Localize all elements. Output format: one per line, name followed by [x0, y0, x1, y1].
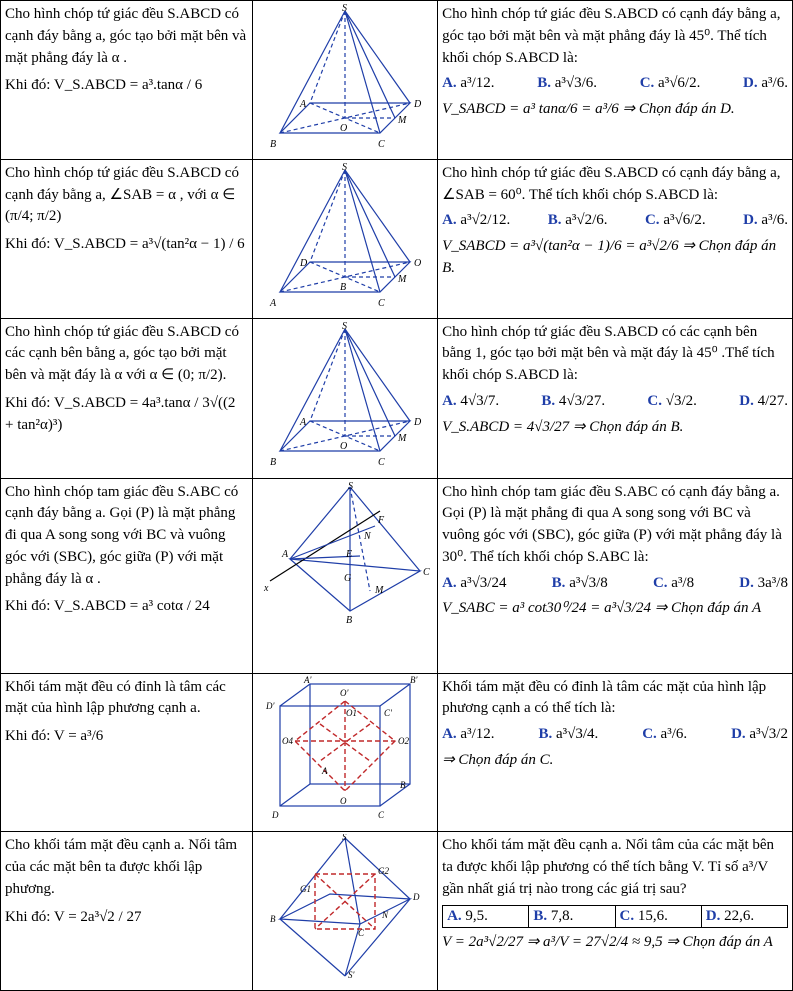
definition-text: Cho hình chóp tam giác đều S.ABC có cạnh đáy bằng a. Gọi (P) là mặt phẳng đi qua A song song với BC và vuông góc với (SBC), góc giữa (P) với mặt phẳng đáy là α . [5, 483, 239, 587]
choice-option: D. 22,6. [705, 907, 755, 924]
choice-option: D. a³/6. [743, 212, 788, 229]
svg-text:A: A [299, 416, 306, 428]
figure-cell [252, 478, 437, 673]
pyramid-figure [260, 321, 430, 467]
solution-answer: V_SABCD = a³√(tan²α − 1)/6 = a³√2/6 ⇒ Chọn đáp án B. [442, 238, 777, 276]
svg-text:G2: G2 [377, 866, 389, 877]
svg-text:A: A [269, 297, 276, 308]
svg-text:D: D [271, 809, 279, 820]
svg-text:C: C [357, 928, 364, 939]
volume-formula: Khi đó: V_S.ABCD = a³√(tan²α − 1) / 6 [5, 236, 245, 252]
choice-option: D. 4/27. [739, 392, 788, 409]
svg-text:A: A [281, 548, 288, 560]
choice-option: D. a³√3/2 [731, 726, 788, 742]
svg-text:C: C [422, 566, 430, 578]
volume-formula: Khi đó: V_S.ABCD = 4a³.tanα / 3√((2 + tan²α)³) [5, 394, 236, 433]
choice-option: B. a³√2/6. [547, 212, 608, 229]
definition-cell [1, 159, 253, 318]
svg-text:B: B [339, 281, 346, 293]
svg-text:O1: O1 [345, 707, 357, 718]
exercise-cell [438, 318, 793, 478]
choice-option: B. 7,8. [529, 906, 615, 928]
cube-octahedron-figure [260, 676, 430, 822]
svg-text:C: C [377, 297, 385, 308]
definition-text: Cho khối tám mặt đều cạnh a. Nối tâm của các mặt bên ta được khối lập phương. [5, 837, 238, 897]
svg-text:B: B [269, 139, 276, 149]
choice-option: B. 4√3/27. [541, 392, 606, 409]
figure-cell [252, 832, 437, 991]
choice-option: C. √3/2. [647, 392, 697, 409]
figure-cell [252, 1, 437, 160]
table-row [1, 478, 793, 673]
volume-formula: Khi đó: V_S.ABCD = a³.tanα / 6 [5, 77, 203, 94]
svg-text:C: C [377, 456, 385, 467]
answer-choices [442, 905, 788, 929]
choice-option: C. a³√6/2. [639, 75, 701, 92]
svg-text:x: x [263, 582, 269, 594]
svg-text:C: C [377, 809, 384, 820]
answer-choices [442, 210, 788, 232]
question-text: Cho hình chóp tứ giác đều S.ABCD có các cạnh bên bằng 1, góc tạo bởi mặt bên và mặt đáy là 45⁰ .Thể tích khối chóp S.ABCD là: [442, 323, 775, 383]
definition-cell [1, 832, 253, 991]
svg-text:O: O [339, 440, 348, 452]
svg-text:N: N [381, 910, 388, 921]
svg-text:D: D [413, 99, 422, 110]
definition-text: Khối tám mặt đều có đỉnh là tâm các mặt của hình lập phương cạnh a. [5, 678, 226, 717]
svg-text:S: S [347, 480, 353, 492]
choice-option: C. a³/6. [642, 726, 688, 742]
svg-text:B': B' [409, 675, 418, 685]
svg-text:O': O' [339, 687, 349, 698]
choice-option: B. a³√3/6. [537, 75, 598, 92]
question-text: Cho hình chóp tứ giác đều S.ABCD có cạnh đáy bằng a, góc tạo bởi mặt bên và mặt phẳng đáy là 45⁰. Thể tích khối chóp S.ABCD là: [442, 6, 781, 66]
choice-option: C. 15,6. [616, 906, 702, 928]
svg-text:M: M [397, 432, 407, 444]
pyramid-figure [260, 162, 430, 308]
exercise-cell [438, 159, 793, 318]
definition-cell [1, 1, 253, 160]
definition-cell [1, 318, 253, 478]
table-row [1, 832, 793, 991]
svg-text:B: B [345, 614, 352, 626]
exercise-cell [438, 478, 793, 673]
figure-cell [252, 673, 437, 832]
solution-answer: V = 2a³√2/27 ⇒ a³/V = 27√2/4 ≈ 9,5 ⇒ Chọn đáp án A [442, 934, 773, 951]
svg-text:C: C [377, 139, 385, 149]
volume-formula: Khi đó: V_S.ABCD = a³ cotα / 24 [5, 598, 210, 615]
choice-option: A. a³/12. [442, 75, 495, 92]
definition-text: Cho hình chóp tứ giác đều S.ABCD có cạnh đáy bằng a, ∠SAB = α , với α ∈ (π/4; π/2) [5, 164, 239, 225]
answer-choices [442, 573, 788, 595]
choice-option: B. a³√3/8 [551, 574, 608, 591]
answer-choices [442, 391, 788, 413]
question-text: Cho hình chóp tứ giác đều S.ABCD có cạnh đáy bằng a, ∠SAB = 60⁰. Thể tích khối chóp S.ABCD là: [442, 164, 781, 203]
svg-text:O: O [413, 257, 422, 269]
svg-text:A': A' [303, 675, 312, 685]
svg-text:C': C' [383, 707, 392, 718]
figure-cell [252, 159, 437, 318]
figure-cell [252, 318, 437, 478]
answer-choices [442, 73, 788, 95]
answer-choices [442, 724, 788, 746]
exercise-cell [438, 832, 793, 991]
solution-answer: V_S.ABCD = 4√3/27 ⇒ Chọn đáp án B. [442, 418, 684, 435]
svg-text:O2: O2 [397, 735, 409, 746]
choice-option: C. a³√6/2. [644, 212, 706, 229]
svg-text:S: S [341, 161, 347, 173]
svg-text:N: N [363, 530, 371, 542]
svg-text:D': D' [265, 700, 275, 711]
choice-option: B. a³√3/4. [538, 726, 599, 742]
octahedron-cube-figure [260, 834, 430, 980]
svg-text:M: M [397, 273, 407, 285]
svg-text:B: B [269, 914, 276, 925]
question-text: Cho hình chóp tam giác đều S.ABC có cạnh đáy bằng a. Gọi (P) là mặt phẳng đi qua A song song với BC và vuông góc với (SBC), góc giữa (P) với mặt phẳng đáy là 30⁰. Thể tích khối chóp S.ABC là: [442, 483, 782, 565]
svg-text:O4: O4 [281, 735, 293, 746]
svg-text:O: O [339, 795, 347, 806]
svg-text:B: B [269, 456, 276, 467]
svg-text:S: S [341, 3, 347, 14]
svg-text:B: B [399, 779, 406, 790]
volume-formula: Khi đó: V = a³/6 [5, 728, 104, 744]
definition-cell [1, 673, 253, 832]
exercise-cell [438, 673, 793, 832]
svg-text:M: M [374, 584, 384, 596]
svg-text:M: M [397, 115, 407, 126]
svg-text:A: A [321, 765, 328, 776]
table-row [1, 318, 793, 478]
table-row [1, 1, 793, 160]
definition-cell [1, 478, 253, 673]
choice-option: A. 9,5. [443, 906, 529, 928]
svg-text:G: G [343, 572, 352, 584]
pyramid-figure [260, 3, 430, 149]
svg-text:D: D [412, 892, 420, 903]
table-row [1, 159, 793, 318]
volume-formula: Khi đó: V = 2a³√2 / 27 [5, 908, 142, 925]
table-row [1, 673, 793, 832]
definition-text: Cho hình chóp tứ giác đều S.ABCD có các cạnh bên bằng a, góc tạo bởi mặt bên và mặt đáy là α với α ∈ (0; π/2). [5, 323, 239, 383]
triangle-pyramid-figure [260, 481, 430, 627]
svg-text:F: F [377, 514, 384, 526]
svg-text:D: D [299, 257, 308, 269]
choice-option: A. 4√3/7. [442, 392, 500, 409]
choice-option: A. a³√2/12. [442, 212, 511, 229]
choice-option: D. 3a³/8 [739, 574, 788, 591]
exercise-cell [438, 1, 793, 160]
solution-answer: V_SABC = a³ cot30⁰/24 = a³√3/24 ⇒ Chọn đáp án A [442, 600, 762, 617]
svg-text:S': S' [347, 970, 355, 981]
svg-text:D: D [413, 416, 422, 428]
definition-text: Cho hình chóp tứ giác đều S.ABCD có cạnh đáy bằng a, góc tạo bởi mặt bên và mặt phẳng đáy là α . [5, 6, 247, 66]
svg-text:A: A [299, 99, 306, 110]
svg-text:S: S [341, 834, 347, 843]
svg-text:S: S [341, 320, 347, 332]
choice-option: D. a³/6. [743, 75, 788, 92]
solution-answer: ⇒ Chọn đáp án C. [442, 751, 554, 768]
svg-text:G1: G1 [299, 884, 311, 895]
solution-answer: V_SABCD = a³ tanα/6 = a³/6 ⇒ Chọn đáp án D. [442, 101, 735, 117]
svg-text:O: O [339, 123, 348, 134]
question-text: Khối tám mặt đều có đỉnh là tâm các mặt của hình lập phương cạnh a có thể tích là: [442, 678, 767, 717]
choice-option: A. a³√3/24 [442, 574, 507, 591]
svg-text:E: E [345, 548, 352, 560]
choice-option: C. a³/8 [652, 574, 695, 591]
choice-option: A. a³/12. [442, 726, 495, 742]
question-text: Cho khối tám mặt đều cạnh a. Nối tâm của các mặt bên ta được khối lập phương có thể tích bằng V. Tỉ số a³/V gần nhất giá trị nào trong các giá trị sau? [442, 837, 775, 897]
